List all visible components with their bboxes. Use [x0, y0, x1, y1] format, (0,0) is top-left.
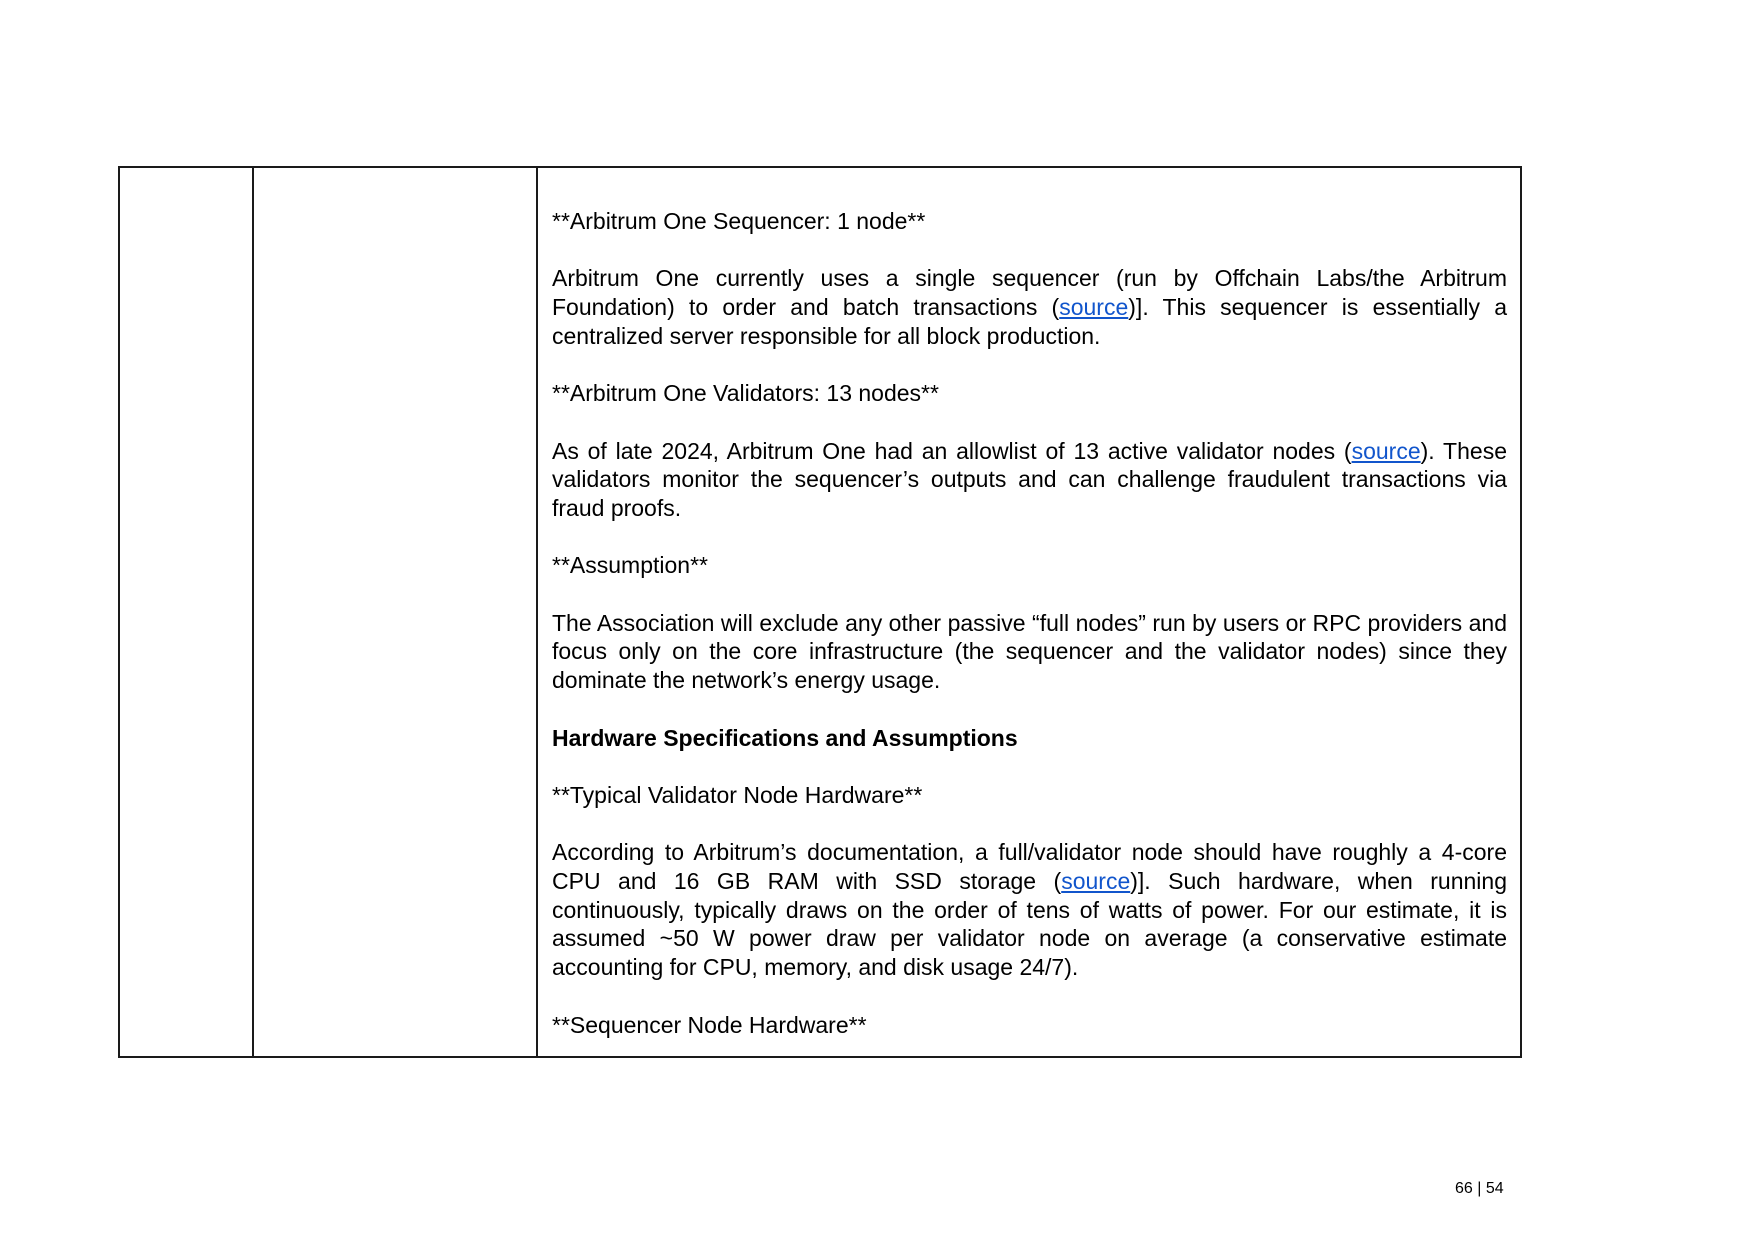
sequencer-source-link[interactable]: source [1059, 294, 1129, 321]
validator-hardware-heading: **Typical Validator Node Hardware** [552, 781, 923, 808]
table-row [119, 167, 1521, 1057]
hardware-section-heading: Hardware Specifications and Assumptions [552, 724, 1018, 751]
sequencer-text-end: )]. This sequencer is essentially a centralized server responsible for all block production. [552, 294, 1507, 349]
cell-text-block [538, 168, 1520, 1039]
sequencer-hardware-heading: **Sequencer Node Hardware** [552, 1011, 867, 1038]
content-table [118, 166, 1522, 1058]
validator-hardware-paragraph [552, 838, 1507, 982]
validator-hardware-text-end: )]. Such hardware, when running continuously, typically draws on the order of tens of watts of power. For our estimate, it is assumed ~50 W power draw per validator node on average (a conservative estimate accounting for CPU, memory, and disk usage 24/7). [552, 868, 1507, 981]
validators-paragraph [552, 437, 1507, 523]
page-number: 66 | 54 [1455, 1180, 1504, 1197]
table-cell-content [537, 167, 1521, 1057]
sequencer-text-start: Arbitrum One currently uses a single sequencer (run by Offchain Labs/the Arbitrum Foundation) to order and batch transactions ( [552, 265, 1507, 321]
table-cell-empty-1 [119, 167, 253, 1057]
sequencer-heading: **Arbitrum One Sequencer: 1 node** [552, 208, 926, 234]
validators-text-start: As of late 2024, Arbitrum One had an allowlist of 13 active validator nodes ( [552, 437, 1352, 464]
sequencer-paragraph [552, 264, 1507, 350]
assumption-heading: **Assumption** [552, 552, 708, 579]
validators-text-end: ). These validators monitor the sequencer’s outputs and can challenge fraudulent transactions via fraud proofs. [552, 437, 1507, 521]
validators-source-link[interactable]: source [1351, 437, 1421, 464]
validator-hardware-text-start: According to Arbitrum’s documentation, a full/validator node should have roughly a 4-core CPU and 16 GB RAM with SSD storage ( [552, 839, 1507, 895]
validator-hardware-source-link[interactable]: source [1061, 868, 1131, 895]
validators-heading: **Arbitrum One Validators: 13 nodes** [552, 380, 939, 407]
table-cell-empty-2 [253, 167, 537, 1057]
assumption-paragraph: The Association will exclude any other passive “full nodes” run by users or RPC providers and focus only on the core infrastructure (the sequencer and the validator nodes) since they dominate the network’s energy usage. [552, 609, 1507, 694]
